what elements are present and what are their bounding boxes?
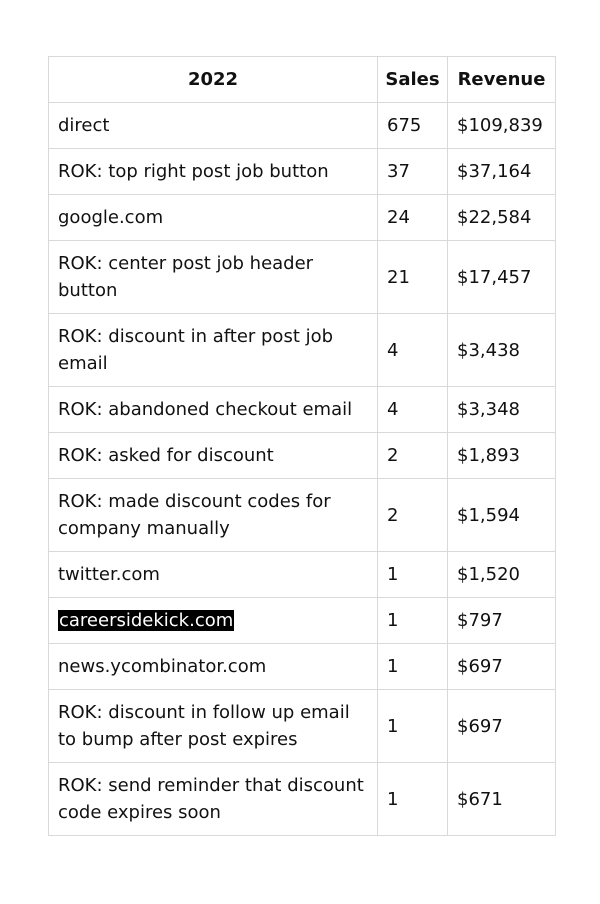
source-cell: ROK: top right post job button bbox=[49, 149, 378, 195]
sales-revenue-table bbox=[48, 56, 556, 836]
source-cell: google.com bbox=[49, 195, 378, 241]
sales-cell: 21 bbox=[378, 241, 448, 314]
source-cell: ROK: center post job header button bbox=[49, 241, 378, 314]
sales-cell: 4 bbox=[378, 314, 448, 387]
revenue-cell: $109,839 bbox=[448, 103, 556, 149]
revenue-cell: $3,348 bbox=[448, 387, 556, 433]
column-header-year: 2022 bbox=[49, 57, 378, 103]
revenue-cell: $697 bbox=[448, 690, 556, 763]
column-header-sales: Sales bbox=[378, 57, 448, 103]
sales-cell: 1 bbox=[378, 644, 448, 690]
revenue-cell: $17,457 bbox=[448, 241, 556, 314]
sales-cell: 675 bbox=[378, 103, 448, 149]
highlighted-source-text: careersidekick.com bbox=[59, 610, 234, 631]
table-row bbox=[49, 598, 556, 644]
table-row bbox=[49, 314, 556, 387]
sales-cell: 1 bbox=[378, 598, 448, 644]
revenue-cell: $671 bbox=[448, 763, 556, 836]
source-cell bbox=[49, 598, 378, 644]
table-row bbox=[49, 690, 556, 763]
revenue-cell: $22,584 bbox=[448, 195, 556, 241]
sales-cell: 1 bbox=[378, 552, 448, 598]
revenue-cell: $3,438 bbox=[448, 314, 556, 387]
table-row bbox=[49, 479, 556, 552]
sales-cell: 1 bbox=[378, 763, 448, 836]
sales-cell: 2 bbox=[378, 433, 448, 479]
source-cell: ROK: made discount codes for company manually bbox=[49, 479, 378, 552]
sales-cell: 37 bbox=[378, 149, 448, 195]
source-cell: twitter.com bbox=[49, 552, 378, 598]
source-cell: ROK: abandoned checkout email bbox=[49, 387, 378, 433]
table-row bbox=[49, 103, 556, 149]
table-row bbox=[49, 149, 556, 195]
table-row bbox=[49, 387, 556, 433]
table-row bbox=[49, 552, 556, 598]
table-row bbox=[49, 644, 556, 690]
source-cell: ROK: asked for discount bbox=[49, 433, 378, 479]
table-row bbox=[49, 241, 556, 314]
table-header-row bbox=[49, 57, 556, 103]
source-cell: ROK: discount in follow up email to bump after post expires bbox=[49, 690, 378, 763]
table-row bbox=[49, 763, 556, 836]
sales-cell: 4 bbox=[378, 387, 448, 433]
source-cell: news.ycombinator.com bbox=[49, 644, 378, 690]
source-cell: direct bbox=[49, 103, 378, 149]
sales-cell: 1 bbox=[378, 690, 448, 763]
column-header-revenue: Revenue bbox=[448, 57, 556, 103]
source-cell: ROK: discount in after post job email bbox=[49, 314, 378, 387]
table-row bbox=[49, 433, 556, 479]
table-row bbox=[49, 195, 556, 241]
sales-cell: 2 bbox=[378, 479, 448, 552]
revenue-cell: $697 bbox=[448, 644, 556, 690]
revenue-cell: $797 bbox=[448, 598, 556, 644]
revenue-cell: $1,893 bbox=[448, 433, 556, 479]
sales-cell: 24 bbox=[378, 195, 448, 241]
source-cell: ROK: send reminder that discount code expires soon bbox=[49, 763, 378, 836]
revenue-cell: $1,520 bbox=[448, 552, 556, 598]
revenue-cell: $37,164 bbox=[448, 149, 556, 195]
revenue-cell: $1,594 bbox=[448, 479, 556, 552]
